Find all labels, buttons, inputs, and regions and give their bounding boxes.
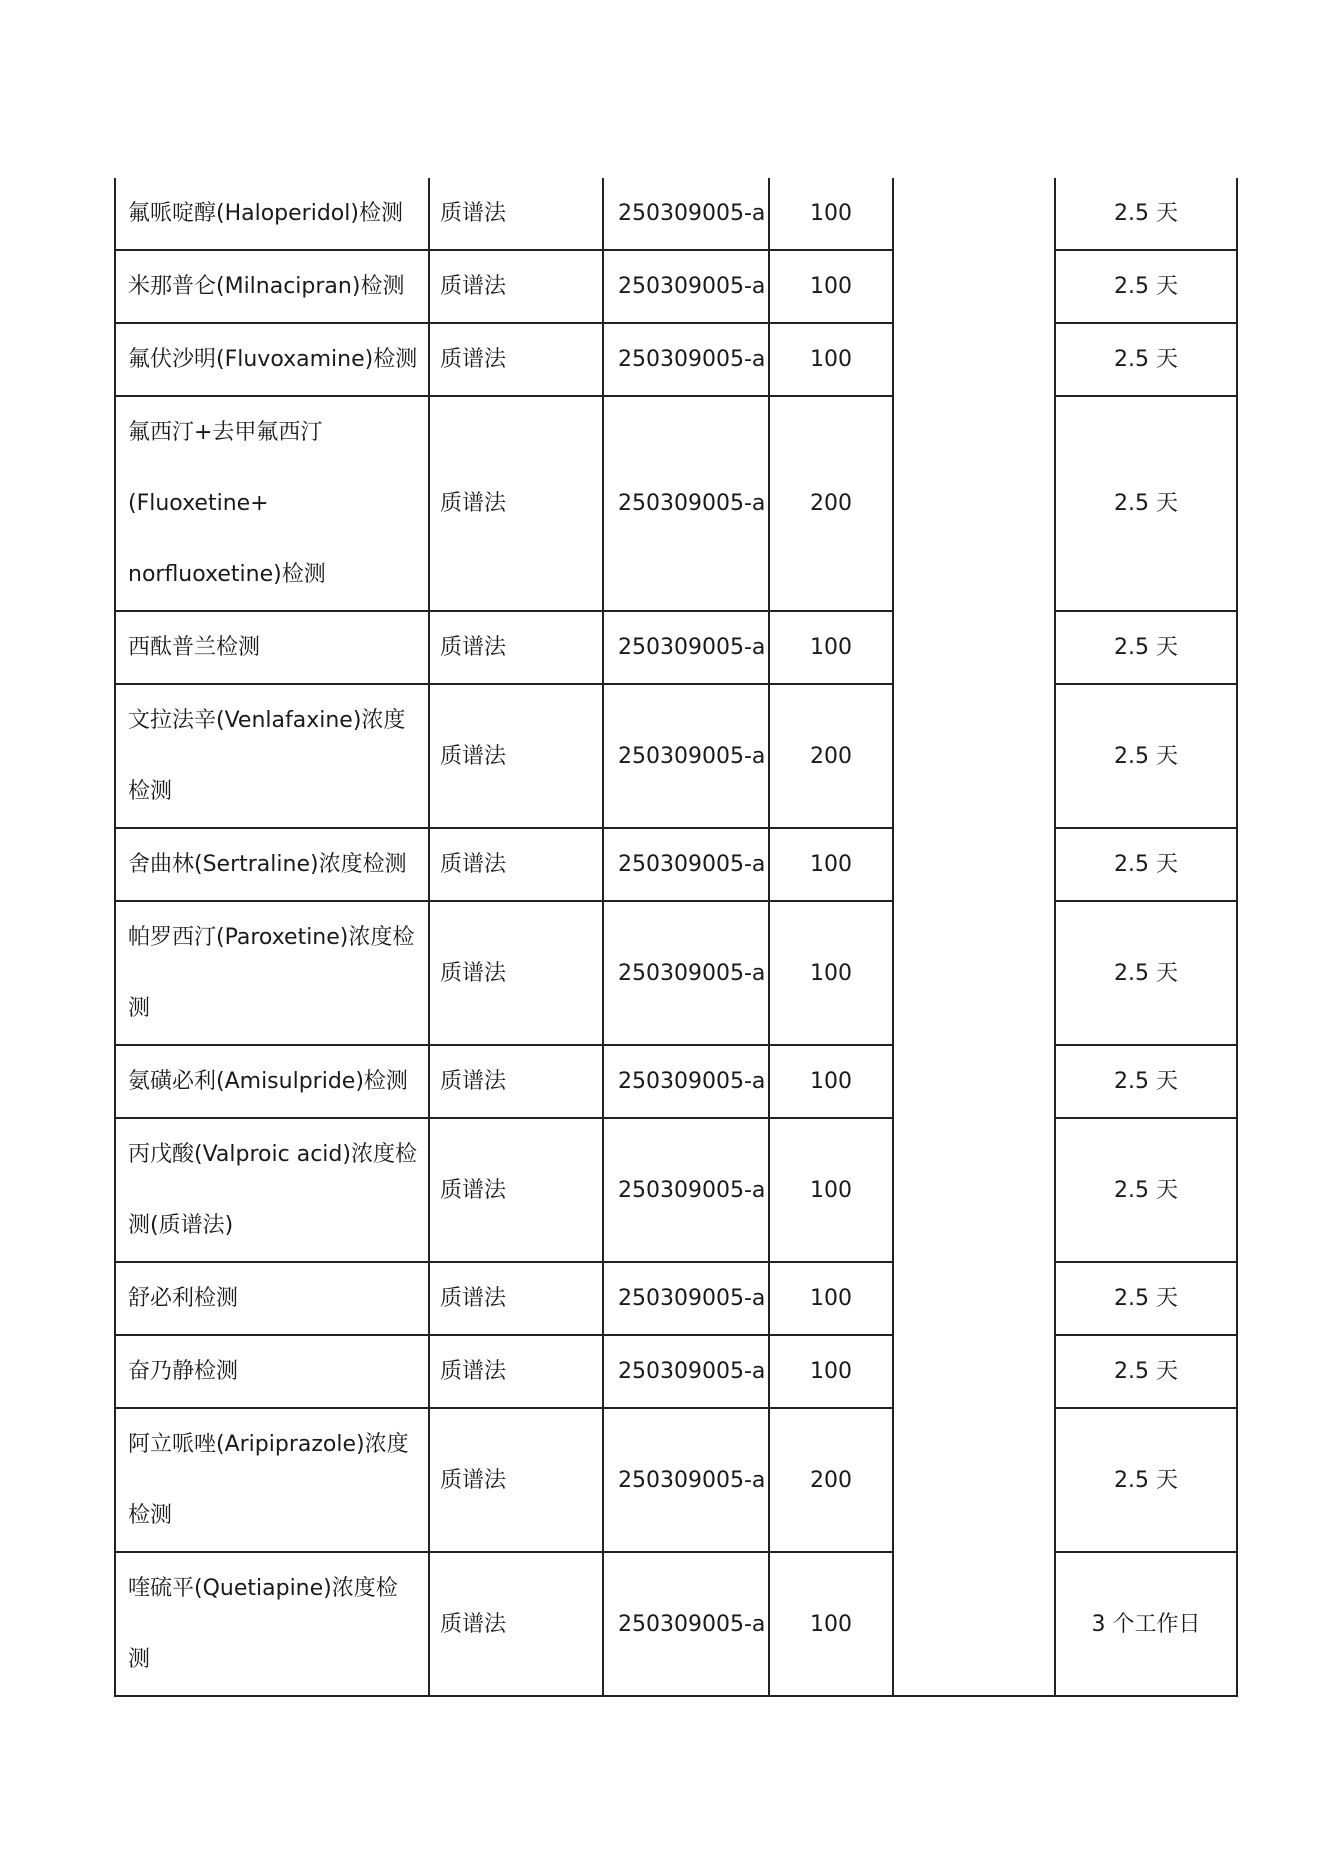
table-row xyxy=(115,1118,1237,1262)
turnaround-cell: 2.5 天 xyxy=(1055,901,1237,1045)
method-cell: 质谱法 xyxy=(429,901,603,1045)
blank-cell xyxy=(893,396,1055,611)
test-name-cell xyxy=(115,684,429,828)
test-name-cell xyxy=(115,178,429,250)
price-cell: 100 xyxy=(769,250,893,323)
code-cell: 250309005-a xyxy=(603,250,769,323)
turnaround-cell: 3 个工作日 xyxy=(1055,1552,1237,1696)
price-cell: 100 xyxy=(769,1262,893,1335)
table-row xyxy=(115,611,1237,684)
price-cell: 100 xyxy=(769,828,893,901)
turnaround-cell: 2.5 天 xyxy=(1055,1045,1237,1118)
turnaround-cell: 2.5 天 xyxy=(1055,1262,1237,1335)
price-cell: 100 xyxy=(769,323,893,396)
method-cell: 质谱法 xyxy=(429,684,603,828)
test-price-table xyxy=(114,178,1236,1697)
test-name-cell xyxy=(115,1045,429,1118)
blank-cell xyxy=(893,1552,1055,1696)
method-cell: 质谱法 xyxy=(429,396,603,611)
table-row xyxy=(115,250,1237,323)
code-cell: 250309005-a xyxy=(603,611,769,684)
turnaround-cell: 2.5 天 xyxy=(1055,828,1237,901)
turnaround-cell: 2.5 天 xyxy=(1055,323,1237,396)
test-name-cell xyxy=(115,901,429,1045)
blank-cell xyxy=(893,1262,1055,1335)
test-name-line: 测(质谱法) xyxy=(128,1213,234,1238)
blank-cell xyxy=(893,250,1055,323)
test-name-cell xyxy=(115,250,429,323)
blank-cell xyxy=(893,178,1055,250)
method-cell: 质谱法 xyxy=(429,1408,603,1552)
code-cell: 250309005-a xyxy=(603,396,769,611)
method-cell: 质谱法 xyxy=(429,250,603,323)
turnaround-cell: 2.5 天 xyxy=(1055,684,1237,828)
test-name-cell xyxy=(115,1335,429,1408)
code-cell: 250309005-a xyxy=(603,901,769,1045)
code-cell: 250309005-a xyxy=(603,1045,769,1118)
test-name-line: 阿立哌唑(Aripiprazole)浓度 xyxy=(128,1432,409,1457)
table-row xyxy=(115,1262,1237,1335)
blank-cell xyxy=(893,1335,1055,1408)
test-name-line: 检测 xyxy=(128,1503,173,1528)
price-cell: 100 xyxy=(769,1118,893,1262)
test-name-line: (Fluoxetine+ xyxy=(128,491,269,516)
test-name-line: 帕罗西汀(Paroxetine)浓度检 xyxy=(128,925,415,950)
test-name-line: 西酞普兰检测 xyxy=(128,635,261,660)
code-cell: 250309005-a xyxy=(603,1118,769,1262)
table-body xyxy=(115,178,1237,1696)
test-name-line: 丙戊酸(Valproic acid)浓度检 xyxy=(128,1142,417,1167)
turnaround-cell: 2.5 天 xyxy=(1055,1335,1237,1408)
method-cell: 质谱法 xyxy=(429,1045,603,1118)
test-name-cell xyxy=(115,396,429,611)
test-name-line: 氨磺必利(Amisulpride)检测 xyxy=(128,1069,408,1094)
table-row xyxy=(115,1408,1237,1552)
method-cell: 质谱法 xyxy=(429,611,603,684)
test-name-cell xyxy=(115,323,429,396)
blank-cell xyxy=(893,901,1055,1045)
turnaround-cell: 2.5 天 xyxy=(1055,250,1237,323)
test-name-line: 喹硫平(Quetiapine)浓度检 xyxy=(128,1576,398,1601)
method-cell: 质谱法 xyxy=(429,828,603,901)
code-cell: 250309005-a xyxy=(603,1408,769,1552)
table-row xyxy=(115,684,1237,828)
price-cell: 100 xyxy=(769,1335,893,1408)
price-cell: 100 xyxy=(769,611,893,684)
blank-cell xyxy=(893,1408,1055,1552)
method-cell: 质谱法 xyxy=(429,1118,603,1262)
price-cell: 100 xyxy=(769,901,893,1045)
test-name-line: 奋乃静检测 xyxy=(128,1359,239,1384)
test-name-line: 舍曲林(Sertraline)浓度检测 xyxy=(128,852,407,877)
code-cell: 250309005-a xyxy=(603,828,769,901)
price-cell: 100 xyxy=(769,178,893,250)
test-name-cell xyxy=(115,611,429,684)
blank-cell xyxy=(893,1118,1055,1262)
test-name-line: 舒必利检测 xyxy=(128,1286,239,1311)
test-name-cell xyxy=(115,1408,429,1552)
blank-cell xyxy=(893,1045,1055,1118)
blank-cell xyxy=(893,684,1055,828)
price-cell: 100 xyxy=(769,1045,893,1118)
table-row xyxy=(115,323,1237,396)
code-cell: 250309005-a xyxy=(603,684,769,828)
turnaround-cell: 2.5 天 xyxy=(1055,1408,1237,1552)
turnaround-cell: 2.5 天 xyxy=(1055,396,1237,611)
table-row xyxy=(115,828,1237,901)
table-row xyxy=(115,1335,1237,1408)
price-cell: 200 xyxy=(769,396,893,611)
table-row xyxy=(115,178,1237,250)
blank-cell xyxy=(893,828,1055,901)
test-name-line: 氟哌啶醇(Haloperidol)检测 xyxy=(128,201,403,226)
price-cell: 100 xyxy=(769,1552,893,1696)
test-name-cell xyxy=(115,1262,429,1335)
test-name-line: norfluoxetine)检测 xyxy=(128,562,326,587)
test-name-line: 氟西汀+去甲氟西汀 xyxy=(128,420,323,445)
method-cell: 质谱法 xyxy=(429,1335,603,1408)
test-name-cell xyxy=(115,1118,429,1262)
method-cell: 质谱法 xyxy=(429,1262,603,1335)
table-row xyxy=(115,1045,1237,1118)
code-cell: 250309005-a xyxy=(603,1262,769,1335)
method-cell: 质谱法 xyxy=(429,1552,603,1696)
method-cell: 质谱法 xyxy=(429,178,603,250)
test-name-cell xyxy=(115,828,429,901)
code-cell: 250309005-a xyxy=(603,1335,769,1408)
test-name-line: 测 xyxy=(128,1647,151,1672)
code-cell: 250309005-a xyxy=(603,323,769,396)
price-cell: 200 xyxy=(769,1408,893,1552)
method-cell: 质谱法 xyxy=(429,323,603,396)
table xyxy=(114,178,1238,1697)
test-name-line: 测 xyxy=(128,996,151,1021)
table-row xyxy=(115,901,1237,1045)
blank-cell xyxy=(893,611,1055,684)
table-row xyxy=(115,396,1237,611)
blank-cell xyxy=(893,323,1055,396)
price-cell: 200 xyxy=(769,684,893,828)
table-row xyxy=(115,1552,1237,1696)
turnaround-cell: 2.5 天 xyxy=(1055,1118,1237,1262)
test-name-line: 文拉法辛(Venlafaxine)浓度 xyxy=(128,708,406,733)
test-name-line: 检测 xyxy=(128,779,173,804)
test-name-cell xyxy=(115,1552,429,1696)
test-name-line: 米那普仑(Milnacipran)检测 xyxy=(128,274,405,299)
turnaround-cell: 2.5 天 xyxy=(1055,611,1237,684)
test-name-line: 氟伏沙明(Fluvoxamine)检测 xyxy=(128,347,418,372)
turnaround-cell: 2.5 天 xyxy=(1055,178,1237,250)
code-cell: 250309005-a xyxy=(603,1552,769,1696)
code-cell: 250309005-a xyxy=(603,178,769,250)
